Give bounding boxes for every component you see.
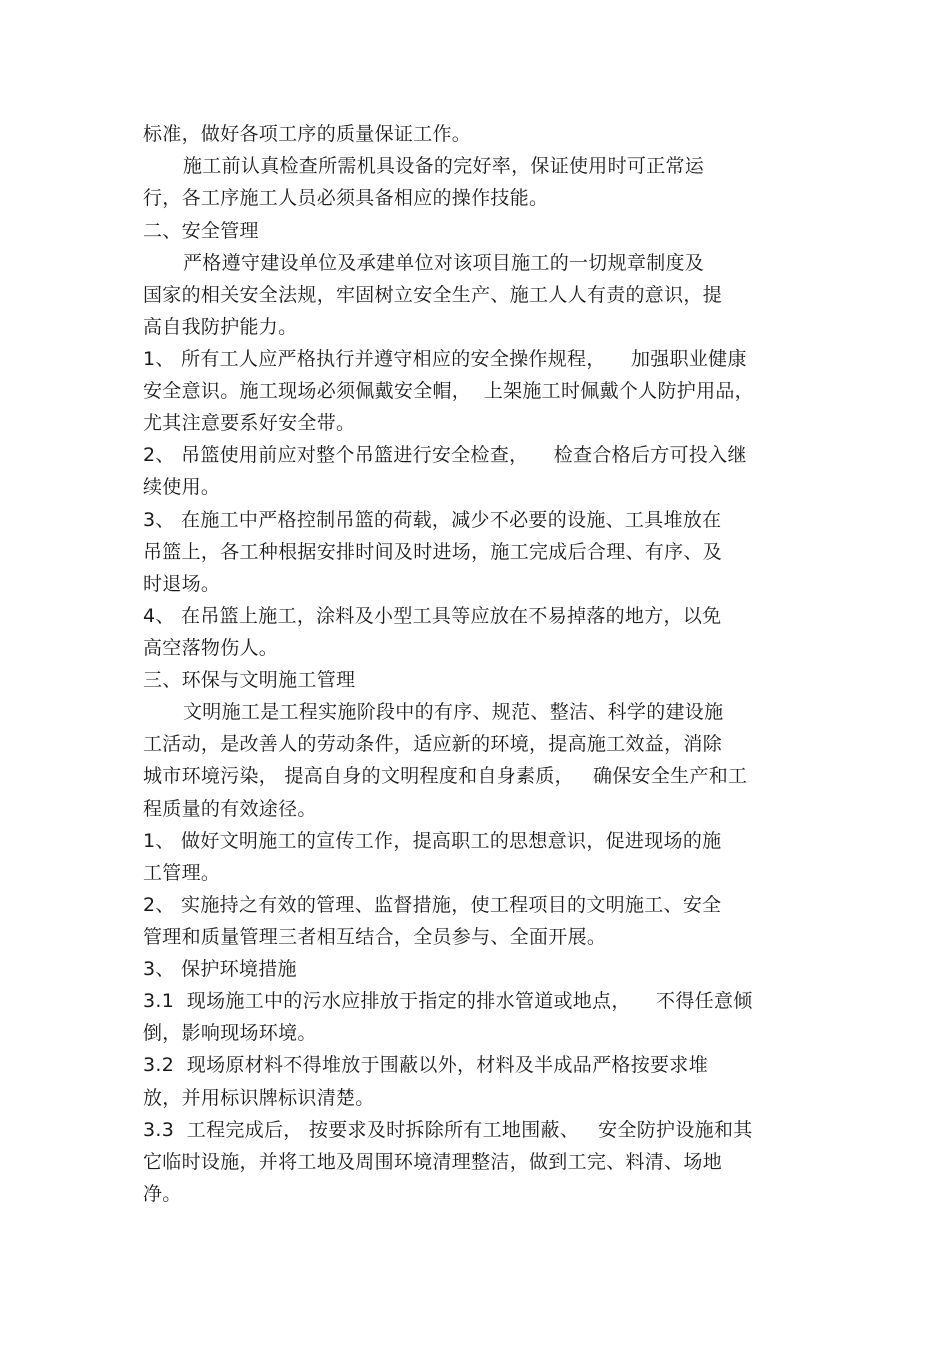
text-line: 净。 (143, 1183, 182, 1205)
list-item: 3、 在施工中严格控制吊篮的荷载，减少不必要的设施、工具堆放在 (143, 509, 722, 531)
text-line: 安全意识。施工现场必须佩戴安全帽， 上架施工时佩戴个人防护用品， (143, 380, 754, 402)
text-line: 行，各工序施工人员必须具备相应的操作技能。 (143, 187, 549, 209)
text-line: 城市环境污染， 提高自身的文明程度和自身素质， 确保安全生产和工 (143, 765, 748, 787)
paragraph-first-line: 文明施工是工程实施阶段中的有序、规范、整洁、科学的建设施 (183, 701, 724, 723)
list-item: 2、 吊篮使用前应对整个吊篮进行安全检查， 检查合格后方可投入继 (143, 444, 747, 466)
text-line: 管理和质量管理三者相互结合，全员参与、全面开展。 (143, 926, 607, 948)
text-line: 吊篮上，各工种根据安排时间及时进场，施工完成后合理、有序、及 (143, 541, 723, 563)
list-item: 2、 实施持之有效的管理、监督措施，使工程项目的文明施工、安全 (143, 894, 722, 916)
list-item: 4、 在吊篮上施工，涂料及小型工具等应放在不易掉落的地方，以免 (143, 605, 722, 627)
text-line: 尤其注意要系好安全带。 (143, 412, 356, 434)
text-line: 时退场。 (143, 573, 221, 595)
text-line: 高自我防护能力。 (143, 316, 298, 338)
section-heading-safety: 二、安全管理 (143, 220, 259, 242)
text-line: 放，并用标识牌标识清楚。 (143, 1087, 375, 1109)
text-line: 标准，做好各项工序的质量保证工作。 (143, 123, 472, 145)
text-line: 程质量的有效途径。 (143, 798, 317, 820)
paragraph-first-line: 施工前认真检查所需机具设备的完好率，保证使用时可正常运 (183, 155, 705, 177)
sub-list-item: 3.2 现场原材料不得堆放于围蔽以外，材料及半成品严格按要求堆 (143, 1054, 708, 1076)
text-line: 续使用。 (143, 476, 221, 498)
section-heading-environment: 三、环保与文明施工管理 (143, 669, 356, 691)
sub-list-item: 3.1 现场施工中的污水应排放于指定的排水管道或地点， 不得任意倾 (143, 990, 753, 1012)
list-item: 1、 做好文明施工的宣传工作，提高职工的思想意识，促进现场的施 (143, 830, 722, 852)
text-line: 高空落物伤人。 (143, 637, 279, 659)
text-line: 国家的相关安全法规，牢固树立安全生产、施工人人有责的意识，提 (143, 284, 723, 306)
text-line: 它临时设施，并将工地及周围环境清理整洁，做到工完、料清、场地 (143, 1151, 723, 1173)
sub-list-item: 3.3 工程完成后， 按要求及时拆除所有工地围蔽、 安全防护设施和其 (143, 1119, 753, 1141)
list-item: 1、 所有工人应严格执行并遵守相应的安全操作规程， 加强职业健康 (143, 348, 747, 370)
list-item: 3、 保护环境措施 (143, 958, 297, 980)
text-line: 工活动，是改善人的劳动条件，适应新的环境，提高施工效益，消除 (143, 733, 723, 755)
paragraph-first-line: 严格遵守建设单位及承建单位对该项目施工的一切规章制度及 (183, 252, 705, 274)
text-line: 工管理。 (143, 862, 221, 884)
text-line: 倒，影响现场环境。 (143, 1022, 317, 1044)
